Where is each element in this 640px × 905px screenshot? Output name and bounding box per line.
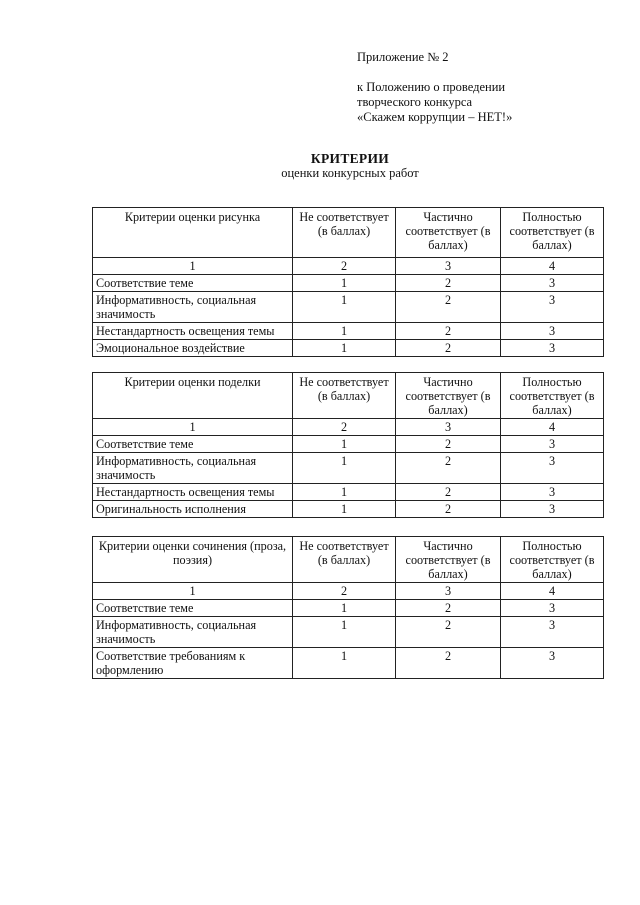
- score-cell: 3: [501, 340, 604, 357]
- score-cell: 1: [293, 617, 396, 648]
- criterion-label: Соответствие требованиям к оформлению: [93, 648, 293, 679]
- column-number: 2: [293, 419, 396, 436]
- score-cell: 1: [293, 600, 396, 617]
- criterion-label: Соответствие теме: [93, 275, 293, 292]
- score-cell: 2: [396, 323, 501, 340]
- criterion-label: Нестандартность освещения темы: [93, 484, 293, 501]
- table-header-row: [93, 373, 604, 419]
- criteria-table-craft: [92, 372, 604, 518]
- partly-compliant-header: Частично соответствует (в баллах): [396, 208, 501, 258]
- criterion-label: Нестандартность освещения темы: [93, 323, 293, 340]
- criterion-label: Информативность, социальная значимость: [93, 292, 293, 323]
- annex-number: Приложение № 2: [357, 50, 449, 64]
- column-number: 1: [93, 258, 293, 275]
- not-compliant-header: Не соответствует (в баллах): [293, 537, 396, 583]
- column-number: 4: [501, 258, 604, 275]
- criteria-column-header: Критерии оценки сочинения (проза, поэзия): [93, 537, 293, 583]
- score-cell: 2: [396, 340, 501, 357]
- numbering-row: [93, 583, 604, 600]
- score-cell: 1: [293, 453, 396, 484]
- column-number: 3: [396, 583, 501, 600]
- fully-compliant-header: Полностью соответствует (в баллах): [501, 373, 604, 419]
- score-cell: 1: [293, 275, 396, 292]
- table-row: [93, 323, 604, 340]
- criterion-label: Оригинальность исполнения: [93, 501, 293, 518]
- score-cell: 2: [396, 292, 501, 323]
- table-row: [93, 436, 604, 453]
- score-cell: 2: [396, 484, 501, 501]
- numbering-row: [93, 419, 604, 436]
- table-row: [93, 340, 604, 357]
- criterion-label: Эмоциональное воздействие: [93, 340, 293, 357]
- criteria-table-drawing: [92, 207, 604, 357]
- column-number: 2: [293, 583, 396, 600]
- criterion-label: Соответствие теме: [93, 600, 293, 617]
- column-number: 4: [501, 419, 604, 436]
- annex-reference-line-3: «Скажем коррупции – НЕТ!»: [357, 110, 513, 124]
- table-row: [93, 275, 604, 292]
- score-cell: 1: [293, 323, 396, 340]
- column-number: 2: [293, 258, 396, 275]
- not-compliant-header: Не соответствует (в баллах): [293, 208, 396, 258]
- score-cell: 2: [396, 648, 501, 679]
- table-row: [93, 600, 604, 617]
- score-cell: 1: [293, 340, 396, 357]
- table-row: [93, 484, 604, 501]
- score-cell: 2: [396, 600, 501, 617]
- score-cell: 3: [501, 648, 604, 679]
- score-cell: 1: [293, 292, 396, 323]
- score-cell: 3: [501, 501, 604, 518]
- table-header-row: [93, 537, 604, 583]
- column-number: 1: [93, 583, 293, 600]
- table-row: [93, 648, 604, 679]
- document-title: КРИТЕРИИ: [310, 151, 390, 166]
- criteria-table-essay: [92, 536, 604, 679]
- annex-block: [357, 50, 607, 125]
- table-row: [93, 453, 604, 484]
- fully-compliant-header: Полностью соответствует (в баллах): [501, 208, 604, 258]
- score-cell: 3: [501, 292, 604, 323]
- score-cell: 3: [501, 617, 604, 648]
- column-number: 3: [396, 258, 501, 275]
- score-cell: 1: [293, 436, 396, 453]
- column-number: 1: [93, 419, 293, 436]
- partly-compliant-header: Частично соответствует (в баллах): [396, 373, 501, 419]
- table-row: [93, 501, 604, 518]
- score-cell: 1: [293, 648, 396, 679]
- numbering-row: [93, 258, 604, 275]
- score-cell: 2: [396, 275, 501, 292]
- criterion-label: Информативность, социальная значимость: [93, 617, 293, 648]
- column-number: 4: [501, 583, 604, 600]
- score-cell: 3: [501, 453, 604, 484]
- annex-reference-line-2: творческого конкурса: [357, 95, 473, 109]
- criterion-label: Соответствие теме: [93, 436, 293, 453]
- score-cell: 1: [293, 501, 396, 518]
- score-cell: 2: [396, 436, 501, 453]
- score-cell: 3: [501, 484, 604, 501]
- score-cell: 3: [501, 436, 604, 453]
- table-header-row: [93, 208, 604, 258]
- annex-reference-line-1: к Положению о проведении: [357, 80, 506, 94]
- document-subtitle: оценки конкурсных работ: [281, 166, 419, 180]
- score-cell: 2: [396, 617, 501, 648]
- score-cell: 3: [501, 600, 604, 617]
- score-cell: 2: [396, 501, 501, 518]
- partly-compliant-header: Частично соответствует (в баллах): [396, 537, 501, 583]
- criteria-column-header: Критерии оценки поделки: [93, 373, 293, 419]
- score-cell: 3: [501, 275, 604, 292]
- not-compliant-header: Не соответствует (в баллах): [293, 373, 396, 419]
- fully-compliant-header: Полностью соответствует (в баллах): [501, 537, 604, 583]
- score-cell: 3: [501, 323, 604, 340]
- criteria-column-header: Критерии оценки рисунка: [93, 208, 293, 258]
- table-row: [93, 292, 604, 323]
- table-row: [93, 617, 604, 648]
- score-cell: 2: [396, 453, 501, 484]
- score-cell: 1: [293, 484, 396, 501]
- criterion-label: Информативность, социальная значимость: [93, 453, 293, 484]
- column-number: 3: [396, 419, 501, 436]
